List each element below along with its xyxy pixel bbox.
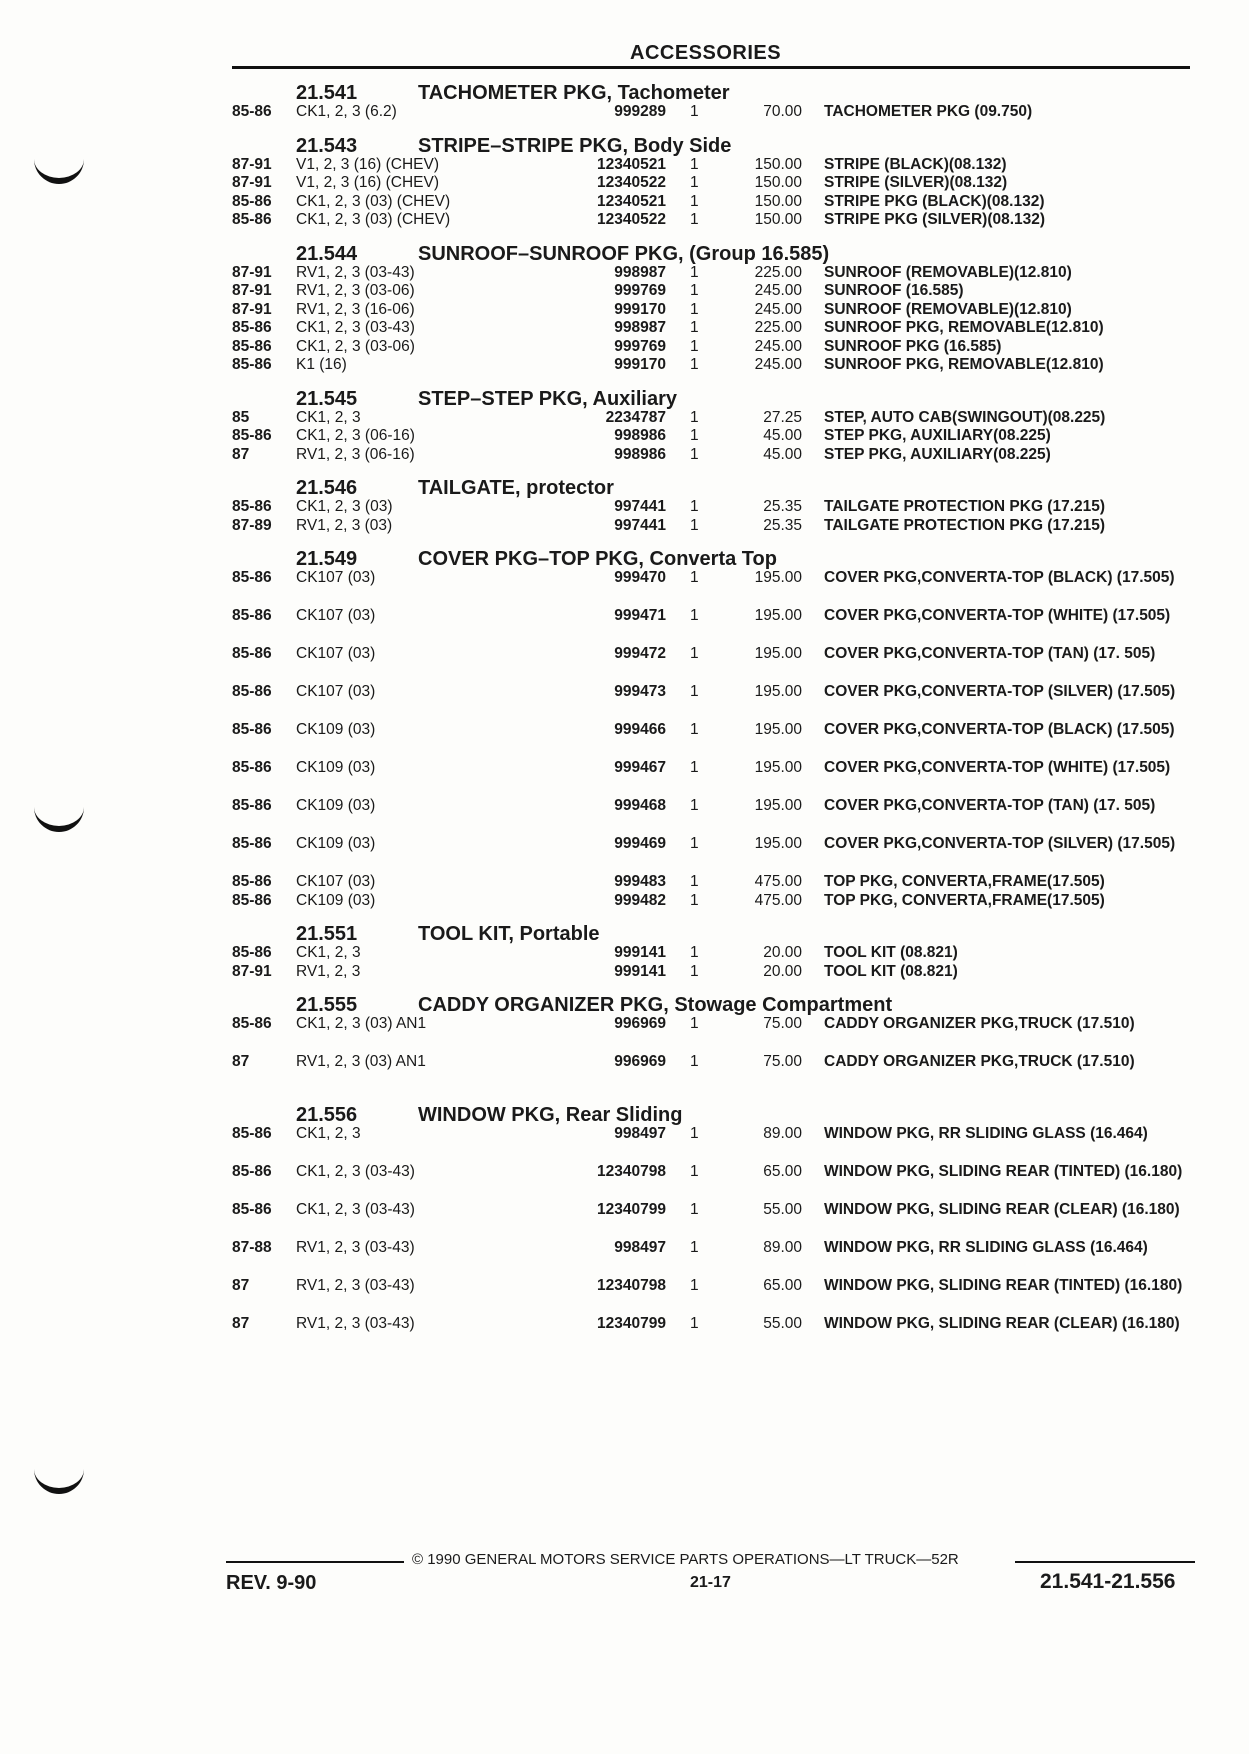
- part-description: TAILGATE PROTECTION PKG (17.215): [824, 516, 1106, 534]
- footer-rule: [1015, 1561, 1195, 1563]
- part-number: 12340521: [597, 155, 666, 173]
- model-years: 85-86: [232, 103, 272, 120]
- price: 20.00: [763, 962, 802, 980]
- parts-section: [0, 235, 1249, 380]
- part-row: [0, 891, 1249, 910]
- section-heading: [0, 540, 1249, 568]
- price: 75.00: [763, 1015, 802, 1032]
- quantity: 1: [690, 891, 699, 909]
- parts-section: [0, 127, 1249, 235]
- part-row: [0, 355, 1249, 374]
- quantity: 1: [690, 1277, 699, 1294]
- model-years: 87-91: [232, 155, 272, 173]
- model-years: 85-86: [232, 1201, 272, 1218]
- price: 195.00: [754, 569, 802, 586]
- model-applicability: CK107 (03): [296, 645, 376, 662]
- part-row: [0, 102, 1249, 121]
- section-heading: [0, 380, 1249, 408]
- model-years: 85-86: [232, 797, 272, 814]
- part-description: WINDOW PKG, SLIDING REAR (TINTED) (16.180): [824, 1163, 1183, 1180]
- header-rule: [232, 66, 1190, 69]
- model-applicability: CK1, 2, 3 (06-16): [296, 427, 415, 444]
- part-number: 998986: [614, 445, 666, 463]
- price: 225.00: [754, 319, 802, 336]
- revision-label: REV. 9-90: [226, 1572, 317, 1594]
- price: 75.00: [763, 1053, 802, 1070]
- part-number: 999170: [614, 300, 666, 318]
- part-number: 999769: [614, 282, 666, 299]
- price: 25.35: [763, 498, 802, 515]
- model-years: 85-86: [232, 873, 272, 890]
- model-years: 85-86: [232, 1015, 272, 1032]
- model-years: 85-86: [232, 319, 272, 336]
- model-applicability: RV1, 2, 3 (03-43): [296, 263, 415, 281]
- part-number: 999482: [614, 891, 666, 909]
- quantity: 1: [690, 1239, 699, 1256]
- section-number: 21.541: [296, 82, 358, 104]
- quantity: 1: [690, 944, 699, 961]
- model-applicability: CK1, 2, 3 (03) (CHEV): [296, 192, 451, 210]
- part-number: 997441: [614, 498, 666, 515]
- part-row: [0, 300, 1249, 319]
- model-years: 87-91: [232, 300, 272, 318]
- part-row: [0, 408, 1249, 427]
- model-applicability: RV1, 2, 3 (03-06): [296, 282, 415, 299]
- model-years: 85: [232, 408, 250, 426]
- part-number: 999473: [614, 683, 666, 700]
- model-applicability: RV1, 2, 3 (16-06): [296, 300, 415, 318]
- part-row: [0, 1314, 1249, 1352]
- part-row: [0, 337, 1249, 356]
- price: 245.00: [754, 282, 802, 299]
- part-number: 999141: [614, 944, 666, 961]
- model-applicability: K1 (16): [296, 356, 347, 373]
- section-name: TAILGATE, protector: [418, 477, 614, 499]
- part-number: 12340799: [597, 1315, 666, 1332]
- part-row: [0, 758, 1249, 796]
- model-applicability: CK107 (03): [296, 683, 376, 700]
- part-description: COVER PKG,CONVERTA-TOP (SILVER) (17.505): [824, 835, 1176, 852]
- model-applicability: CK109 (03): [296, 835, 376, 852]
- quantity: 1: [690, 300, 699, 318]
- part-description: COVER PKG,CONVERTA-TOP (TAN) (17. 505): [824, 645, 1156, 662]
- part-row: [0, 1162, 1249, 1200]
- model-years: 85-86: [232, 356, 272, 373]
- quantity: 1: [690, 607, 699, 624]
- quantity: 1: [690, 356, 699, 373]
- section-number: 21.555: [296, 994, 358, 1016]
- part-row: [0, 682, 1249, 720]
- binder-hole-mark: [34, 1462, 84, 1494]
- part-description: WINDOW PKG, RR SLIDING GLASS (16.464): [824, 1239, 1148, 1256]
- part-description: CADDY ORGANIZER PKG,TRUCK (17.510): [824, 1015, 1135, 1032]
- model-years: 87-91: [232, 263, 272, 281]
- model-years: 85-86: [232, 427, 272, 444]
- page-title: ACCESSORIES: [630, 42, 782, 64]
- part-description: SUNROOF PKG, REMOVABLE(12.810): [824, 356, 1104, 373]
- part-description: STRIPE PKG (BLACK)(08.132): [824, 192, 1045, 210]
- quantity: 1: [690, 1125, 699, 1142]
- model-years: 85-86: [232, 683, 272, 700]
- part-description: COVER PKG,CONVERTA-TOP (WHITE) (17.505): [824, 759, 1171, 776]
- part-description: CADDY ORGANIZER PKG,TRUCK (17.510): [824, 1053, 1135, 1070]
- quantity: 1: [690, 835, 699, 852]
- part-description: STEP, AUTO CAB(SWINGOUT)(08.225): [824, 408, 1106, 426]
- model-applicability: CK107 (03): [296, 569, 376, 586]
- section-name: SUNROOF–SUNROOF PKG, (Group 16.585): [418, 242, 830, 265]
- quantity: 1: [690, 445, 699, 463]
- part-number: 2234787: [605, 408, 666, 426]
- model-years: 85-86: [232, 498, 272, 515]
- model-applicability: CK109 (03): [296, 797, 376, 814]
- part-description: TAILGATE PROTECTION PKG (17.215): [824, 498, 1106, 515]
- model-years: 85-86: [232, 944, 272, 961]
- part-number: 998986: [614, 427, 666, 444]
- quantity: 1: [690, 1163, 699, 1180]
- part-description: TOP PKG, CONVERTA,FRAME(17.505): [824, 873, 1105, 890]
- price: 55.00: [763, 1201, 802, 1218]
- part-description: COVER PKG,CONVERTA-TOP (BLACK) (17.505): [824, 721, 1175, 738]
- part-row: [0, 426, 1249, 445]
- section-name: CADDY ORGANIZER PKG, Stowage Compartment: [418, 994, 893, 1016]
- quantity: 1: [690, 1053, 699, 1070]
- parts-section: [0, 74, 1249, 127]
- quantity: 1: [690, 337, 699, 355]
- model-years: 85-86: [232, 211, 272, 228]
- part-number: 999141: [614, 962, 666, 980]
- price: 150.00: [754, 155, 802, 173]
- part-description: SUNROOF (REMOVABLE)(12.810): [824, 300, 1072, 318]
- quantity: 1: [690, 408, 699, 426]
- price: 195.00: [754, 759, 802, 776]
- section-number: 21.551: [296, 923, 358, 945]
- price: 45.00: [763, 445, 802, 463]
- part-number: 998987: [614, 319, 666, 336]
- price: 65.00: [763, 1163, 802, 1180]
- price: 70.00: [763, 103, 802, 120]
- quantity: 1: [690, 873, 699, 890]
- part-number: 999483: [614, 873, 666, 890]
- part-row: [0, 943, 1249, 962]
- parts-section: [0, 986, 1249, 1096]
- price: 55.00: [763, 1315, 802, 1332]
- part-row: [0, 1124, 1249, 1162]
- part-description: COVER PKG,CONVERTA-TOP (SILVER) (17.505): [824, 683, 1176, 700]
- quantity: 1: [690, 645, 699, 662]
- part-row: [0, 1014, 1249, 1052]
- page-number: 21-17: [690, 1574, 731, 1591]
- quantity: 1: [690, 683, 699, 700]
- model-applicability: CK1, 2, 3 (03-43): [296, 1163, 415, 1180]
- model-years: 85-86: [232, 759, 272, 776]
- section-heading: [0, 986, 1249, 1014]
- part-row: [0, 155, 1249, 174]
- part-number: 998497: [614, 1239, 666, 1256]
- part-row: [0, 962, 1249, 981]
- model-applicability: CK1, 2, 3 (03): [296, 498, 393, 515]
- part-description: TOOL KIT (08.821): [824, 962, 958, 980]
- model-applicability: CK107 (03): [296, 873, 376, 890]
- section-heading: [0, 235, 1249, 263]
- quantity: 1: [690, 1315, 699, 1332]
- quantity: 1: [690, 155, 699, 173]
- model-applicability: RV1, 2, 3 (03): [296, 516, 393, 534]
- model-applicability: RV1, 2, 3 (03) AN1: [296, 1053, 426, 1070]
- part-row: [0, 192, 1249, 211]
- section-name: COVER PKG–TOP PKG, Converta Top: [418, 548, 777, 570]
- model-years: 87: [232, 445, 250, 463]
- part-description: COVER PKG,CONVERTA-TOP (BLACK) (17.505): [824, 569, 1175, 586]
- section-number: 21.545: [296, 387, 358, 410]
- price: 65.00: [763, 1277, 802, 1294]
- model-years: 87-91: [232, 282, 272, 299]
- part-row: [0, 1238, 1249, 1276]
- parts-section: [0, 540, 1249, 915]
- model-applicability: V1, 2, 3 (16) (CHEV): [296, 155, 439, 173]
- part-number: 999170: [614, 356, 666, 373]
- price: 195.00: [754, 645, 802, 662]
- model-applicability: CK109 (03): [296, 759, 376, 776]
- price: 150.00: [754, 211, 802, 228]
- price: 245.00: [754, 300, 802, 318]
- price: 475.00: [754, 891, 802, 909]
- model-applicability: RV1, 2, 3: [296, 962, 361, 980]
- model-applicability: CK109 (03): [296, 891, 376, 909]
- model-applicability: CK1, 2, 3: [296, 408, 361, 426]
- quantity: 1: [690, 319, 699, 336]
- section-name: WINDOW PKG, Rear Sliding: [418, 1104, 683, 1126]
- section-number: 21.543: [296, 134, 358, 157]
- part-row: [0, 497, 1249, 516]
- part-row: [0, 263, 1249, 282]
- model-applicability: CK1, 2, 3: [296, 1125, 361, 1142]
- parts-section: [0, 1096, 1249, 1358]
- section-heading: [0, 127, 1249, 155]
- part-number: 997441: [614, 516, 666, 534]
- part-description: SUNROOF (REMOVABLE)(12.810): [824, 263, 1072, 281]
- part-description: STEP PKG, AUXILIARY(08.225): [824, 445, 1051, 463]
- model-years: 87: [232, 1053, 250, 1070]
- part-number: 999470: [614, 569, 666, 586]
- price: 89.00: [763, 1125, 802, 1142]
- price: 195.00: [754, 835, 802, 852]
- part-number: 999467: [614, 759, 666, 776]
- part-row: [0, 1200, 1249, 1238]
- model-applicability: CK109 (03): [296, 721, 376, 738]
- price: 150.00: [754, 192, 802, 210]
- part-row: [0, 318, 1249, 337]
- price: 27.25: [763, 408, 802, 426]
- part-number: 12340798: [597, 1277, 666, 1294]
- quantity: 1: [690, 759, 699, 776]
- section-range: 21.541-21.556: [1040, 1570, 1176, 1593]
- quantity: 1: [690, 797, 699, 814]
- part-number: 996969: [614, 1053, 666, 1070]
- model-applicability: RV1, 2, 3 (03-43): [296, 1315, 415, 1332]
- price: 195.00: [754, 797, 802, 814]
- model-applicability: RV1, 2, 3 (06-16): [296, 445, 415, 463]
- part-row: [0, 872, 1249, 891]
- quantity: 1: [690, 211, 699, 228]
- copyright-notice: © 1990 GENERAL MOTORS SERVICE PARTS OPERATIONS—LT TRUCK—52R: [412, 1551, 959, 1568]
- part-row: [0, 445, 1249, 464]
- part-description: WINDOW PKG, SLIDING REAR (CLEAR) (16.180): [824, 1315, 1180, 1332]
- section-heading: [0, 915, 1249, 943]
- price: 245.00: [754, 356, 802, 373]
- part-number: 999769: [614, 337, 666, 355]
- section-heading: [0, 1096, 1249, 1124]
- model-applicability: CK107 (03): [296, 607, 376, 624]
- part-description: TOOL KIT (08.821): [824, 944, 958, 961]
- part-number: 12340521: [597, 192, 666, 210]
- model-applicability: CK1, 2, 3 (03-43): [296, 319, 415, 336]
- model-applicability: CK1, 2, 3 (03-06): [296, 337, 415, 355]
- price: 25.35: [763, 516, 802, 534]
- parts-listing: [0, 74, 1249, 1358]
- part-number: 999469: [614, 835, 666, 852]
- model-applicability: CK1, 2, 3: [296, 944, 361, 961]
- part-description: WINDOW PKG, SLIDING REAR (TINTED) (16.180): [824, 1277, 1183, 1294]
- part-row: [0, 834, 1249, 872]
- section-heading: [0, 469, 1249, 497]
- part-row: [0, 568, 1249, 606]
- price: 45.00: [763, 427, 802, 444]
- section-name: TACHOMETER PKG, Tachometer: [418, 82, 730, 104]
- part-row: [0, 1276, 1249, 1314]
- parts-section: [0, 915, 1249, 986]
- quantity: 1: [690, 1201, 699, 1218]
- model-applicability: CK1, 2, 3 (6.2): [296, 103, 397, 120]
- model-years: 87-88: [232, 1239, 272, 1256]
- section-number: 21.556: [296, 1104, 358, 1126]
- model-years: 85-86: [232, 721, 272, 738]
- part-description: TOP PKG, CONVERTA,FRAME(17.505): [824, 891, 1105, 909]
- part-row: [0, 606, 1249, 644]
- price: 89.00: [763, 1239, 802, 1256]
- model-years: 85-86: [232, 607, 272, 624]
- section-number: 21.549: [296, 548, 358, 570]
- part-number: 12340522: [597, 174, 666, 191]
- part-number: 999471: [614, 607, 666, 624]
- quantity: 1: [690, 516, 699, 534]
- section-name: TOOL KIT, Portable: [418, 923, 600, 945]
- quantity: 1: [690, 569, 699, 586]
- model-applicability: RV1, 2, 3 (03-43): [296, 1239, 415, 1256]
- part-row: [0, 720, 1249, 758]
- price: 245.00: [754, 337, 802, 355]
- part-description: WINDOW PKG, RR SLIDING GLASS (16.464): [824, 1125, 1148, 1142]
- price: 195.00: [754, 683, 802, 700]
- quantity: 1: [690, 263, 699, 281]
- part-number: 999468: [614, 797, 666, 814]
- part-description: TACHOMETER PKG (09.750): [824, 103, 1033, 120]
- part-number: 12340799: [597, 1201, 666, 1218]
- part-row: [0, 210, 1249, 229]
- quantity: 1: [690, 174, 699, 191]
- model-years: 87-91: [232, 174, 272, 191]
- part-number: 12340798: [597, 1163, 666, 1180]
- part-row: [0, 516, 1249, 535]
- part-description: WINDOW PKG, SLIDING REAR (CLEAR) (16.180): [824, 1201, 1180, 1218]
- part-number: 999466: [614, 721, 666, 738]
- model-years: 87-91: [232, 962, 272, 980]
- price: 195.00: [754, 607, 802, 624]
- quantity: 1: [690, 1015, 699, 1032]
- model-applicability: RV1, 2, 3 (03-43): [296, 1277, 415, 1294]
- part-row: [0, 644, 1249, 682]
- part-description: STEP PKG, AUXILIARY(08.225): [824, 427, 1051, 444]
- part-description: STRIPE PKG (SILVER)(08.132): [824, 211, 1046, 228]
- model-years: 85-86: [232, 569, 272, 586]
- part-description: SUNROOF (16.585): [824, 282, 964, 299]
- model-applicability: CK1, 2, 3 (03-43): [296, 1201, 415, 1218]
- part-description: SUNROOF PKG (16.585): [824, 337, 1002, 355]
- part-row: [0, 281, 1249, 300]
- part-description: COVER PKG,CONVERTA-TOP (WHITE) (17.505): [824, 607, 1171, 624]
- price: 195.00: [754, 721, 802, 738]
- model-applicability: CK1, 2, 3 (03) (CHEV): [296, 211, 451, 228]
- section-name: STEP–STEP PKG, Auxiliary: [418, 387, 677, 410]
- part-number: 999289: [614, 103, 666, 120]
- part-number: 998987: [614, 263, 666, 281]
- quantity: 1: [690, 103, 699, 120]
- quantity: 1: [690, 427, 699, 444]
- model-years: 85-86: [232, 192, 272, 210]
- footer-rule: [226, 1561, 404, 1563]
- quantity: 1: [690, 282, 699, 299]
- part-description: STRIPE (SILVER)(08.132): [824, 174, 1008, 191]
- section-number: 21.546: [296, 477, 358, 499]
- quantity: 1: [690, 498, 699, 515]
- price: 475.00: [754, 873, 802, 890]
- model-applicability: CK1, 2, 3 (03) AN1: [296, 1015, 427, 1032]
- model-years: 87: [232, 1315, 250, 1332]
- part-description: STRIPE (BLACK)(08.132): [824, 155, 1007, 173]
- model-years: 85-86: [232, 835, 272, 852]
- model-years: 87: [232, 1277, 250, 1294]
- quantity: 1: [690, 962, 699, 980]
- price: 20.00: [763, 944, 802, 961]
- part-row: [0, 173, 1249, 192]
- model-years: 85-86: [232, 1163, 272, 1180]
- part-description: SUNROOF PKG, REMOVABLE(12.810): [824, 319, 1104, 336]
- parts-section: [0, 469, 1249, 540]
- model-years: 85-86: [232, 337, 272, 355]
- model-years: 85-86: [232, 1125, 272, 1142]
- part-number: 999472: [614, 645, 666, 662]
- model-years: 85-86: [232, 645, 272, 662]
- part-description: COVER PKG,CONVERTA-TOP (TAN) (17. 505): [824, 797, 1156, 814]
- part-row: [0, 796, 1249, 834]
- part-number: 998497: [614, 1125, 666, 1142]
- model-applicability: V1, 2, 3 (16) (CHEV): [296, 174, 439, 191]
- model-years: 87-89: [232, 516, 272, 534]
- price: 225.00: [754, 263, 802, 281]
- quantity: 1: [690, 192, 699, 210]
- part-number: 12340522: [597, 211, 666, 228]
- section-number: 21.544: [296, 242, 358, 265]
- price: 150.00: [754, 174, 802, 191]
- section-heading: [0, 74, 1249, 102]
- quantity: 1: [690, 721, 699, 738]
- model-years: 85-86: [232, 891, 272, 909]
- part-number: 996969: [614, 1015, 666, 1032]
- section-name: STRIPE–STRIPE PKG, Body Side: [418, 134, 732, 157]
- parts-section: [0, 380, 1249, 470]
- part-row: [0, 1052, 1249, 1090]
